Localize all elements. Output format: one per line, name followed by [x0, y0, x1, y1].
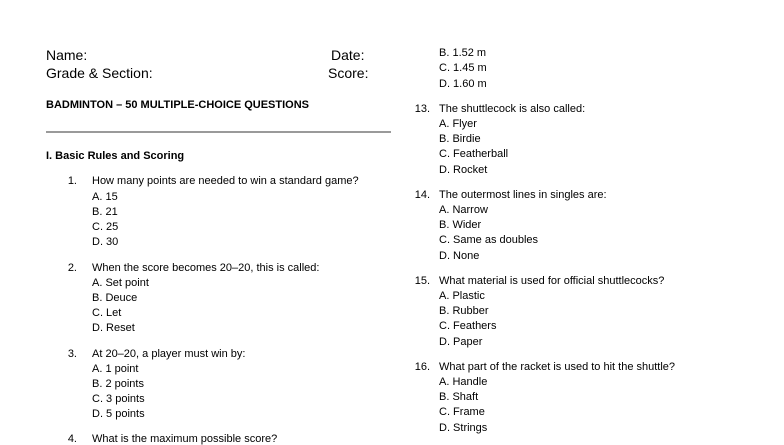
- answer-option: B. Rubber: [439, 305, 489, 317]
- answer-option: D. None: [439, 250, 480, 262]
- answer-option: B. 21: [92, 206, 118, 218]
- question-number: 2.: [67, 262, 77, 274]
- answer-option: B. Birdie: [439, 133, 481, 145]
- answer-option: D. Reset: [92, 322, 135, 334]
- answer-option: A. Flyer: [439, 118, 477, 130]
- question-number: 3.: [67, 348, 77, 360]
- question-text: What is the maximum possible score?: [92, 433, 278, 445]
- answer-option: A. 1 point: [92, 363, 139, 375]
- answer-option: A. Plastic: [439, 290, 485, 302]
- answer-option: C. Feathers: [439, 320, 497, 332]
- answer-option: D. 30: [92, 236, 119, 248]
- date-label: Date:: [331, 47, 365, 63]
- answer-option: D. Paper: [439, 336, 483, 348]
- answer-option: C. Same as doubles: [439, 234, 539, 246]
- question-text: What part of the racket is used to hit the shuttle?: [439, 361, 676, 373]
- question-number: 13.: [414, 103, 430, 115]
- question-text: The outermost lines in singles are:: [439, 189, 607, 201]
- answer-option: A. Narrow: [439, 204, 488, 216]
- answer-option: D. Rocket: [439, 164, 488, 176]
- answer-option: A. 15: [92, 191, 118, 203]
- question-number: 4.: [67, 433, 77, 445]
- question-number: 16.: [414, 361, 430, 373]
- answer-option: D. 1.60 m: [439, 78, 487, 90]
- answer-option: C. 1.45 m: [439, 62, 487, 74]
- question-number: 14.: [414, 189, 430, 201]
- divider: [46, 131, 391, 133]
- answer-option: C. Featherball: [439, 148, 509, 160]
- answer-option: B. Wider: [439, 219, 482, 231]
- answer-option: B. 2 points: [92, 378, 144, 390]
- question-text: When the score becomes 20–20, this is called:: [92, 262, 320, 274]
- score-label: Score:: [328, 65, 369, 81]
- answer-option: C. 3 points: [92, 393, 145, 405]
- answer-option: B. Deuce: [92, 292, 138, 304]
- question-text: What material is used for official shuttlecocks?: [439, 275, 665, 287]
- question-number: 15.: [414, 275, 430, 287]
- page-title: BADMINTON – 50 MULTIPLE-CHOICE QUESTIONS: [46, 99, 310, 111]
- answer-option: A. Set point: [92, 277, 149, 289]
- answer-option: D. Strings: [439, 422, 488, 434]
- question-text: The shuttlecock is also called:: [439, 103, 586, 115]
- name-label: Name:: [46, 47, 88, 63]
- answer-option: A. Handle: [439, 376, 488, 388]
- answer-option: D. 5 points: [92, 408, 145, 420]
- answer-option: B. Shaft: [439, 391, 479, 403]
- answer-option: C. 25: [92, 221, 119, 233]
- grade-section-label: Grade & Section:: [46, 65, 153, 81]
- question-text: At 20–20, a player must win by:: [92, 348, 246, 360]
- answer-option: C. Let: [92, 307, 122, 319]
- answer-option: B. 1.52 m: [439, 47, 487, 59]
- section-heading: I. Basic Rules and Scoring: [46, 150, 185, 162]
- question-number: 1.: [67, 175, 77, 187]
- question-text: How many points are needed to win a standard game?: [92, 175, 359, 187]
- answer-option: C. Frame: [439, 406, 485, 418]
